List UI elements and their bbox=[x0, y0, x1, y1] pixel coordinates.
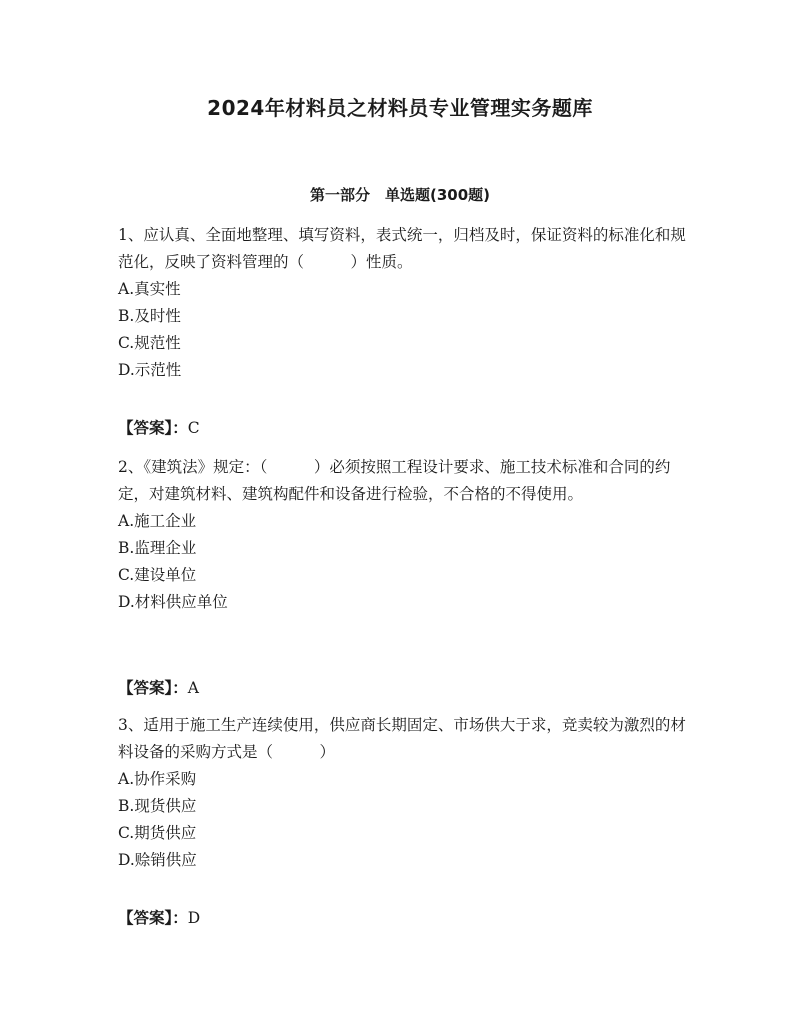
document-title: 2024年材料员之材料员专业管理实务题库 bbox=[207, 96, 593, 120]
option-c: C.建设单位 bbox=[118, 566, 197, 584]
option-d: D.材料供应单位 bbox=[118, 593, 228, 611]
answer-value: D bbox=[187, 909, 201, 927]
answer-value: A bbox=[187, 679, 199, 697]
answer-2 bbox=[118, 676, 199, 698]
answer-label: 【答案】： bbox=[118, 679, 188, 697]
question-3 bbox=[118, 712, 688, 874]
option-b: B.现货供应 bbox=[118, 797, 197, 815]
answer-value: C bbox=[187, 419, 200, 437]
answer-1 bbox=[118, 416, 200, 438]
section-heading: 第一部分 单选题(300题) bbox=[309, 186, 491, 204]
answer-label: 【答案】： bbox=[118, 909, 188, 927]
option-b: B.监理企业 bbox=[118, 539, 197, 557]
answer-label: 【答案】： bbox=[118, 419, 188, 437]
option-c: C.规范性 bbox=[118, 334, 181, 352]
option-d: D.赊销供应 bbox=[118, 851, 197, 869]
question-1 bbox=[118, 222, 688, 384]
question-stem: 3、适用于施工生产连续使用，供应商长期固定、市场供大于求，竞卖较为激烈的材料设备的采购方式是（ ） bbox=[118, 716, 686, 761]
question-2 bbox=[118, 454, 688, 616]
option-a: A.真实性 bbox=[118, 280, 181, 298]
option-b: B.及时性 bbox=[118, 307, 181, 325]
option-d: D.示范性 bbox=[118, 361, 182, 379]
option-a: A.协作采购 bbox=[118, 770, 197, 788]
option-c: C.期货供应 bbox=[118, 824, 197, 842]
answer-3 bbox=[118, 906, 200, 928]
question-stem: 1、应认真、全面地整理、填写资料，表式统一，归档及时，保证资料的标准化和规范化，反映了资料管理的（ ）性质。 bbox=[118, 226, 686, 271]
question-stem: 2、《建筑法》规定：（ ）必须按照工程设计要求、施工技术标准和合同的约定，对建筑材料、建筑构配件和设备进行检验，不合格的不得使用。 bbox=[118, 458, 671, 503]
option-a: A.施工企业 bbox=[118, 512, 197, 530]
